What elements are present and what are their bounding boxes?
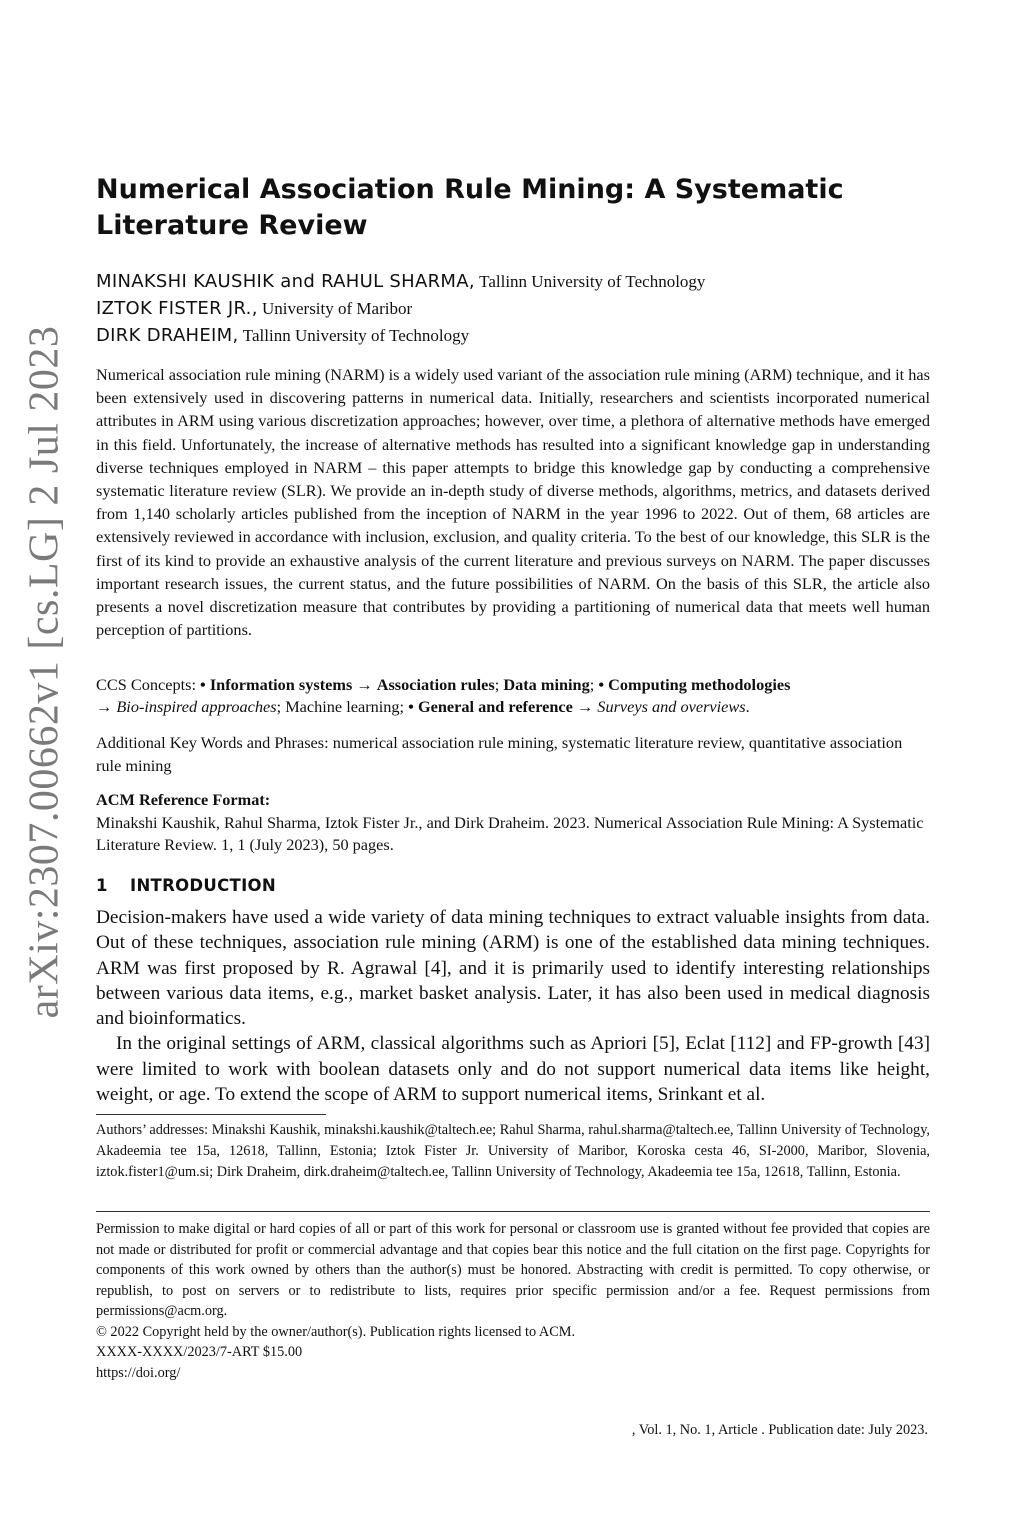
abstract: Numerical association rule mining (NARM) is a widely used variant of the association rule mining (ARM) technique, and it has been extensively used in discovering patterns in numerical data. Initially, researchers and scientists incorporated numerical attributes in ARM using various discretization approaches; however, over time, a plethora of alternative methods have emerged in this field. Unfortunately, the increase of alternative methods has resulted into a significant knowledge gap in understanding diverse techniques employed in NARM – this paper attempts to bridge this knowledge gap by conducting a comprehensive systematic literature review (SLR). We provide an in-depth study of diverse methods, algorithms, metrics, and datasets derived from 1,140 scholarly articles published from the inception of NARM in the year 1996 to 2022. Out of them, 68 articles are extensively reviewed in accordance with inclusion, exclusion, and quality criteria. To the best of our knowledge, this SLR is the first of its kind to provide an exhaustive analysis of the current literature and previous surveys on NARM. The paper discusses important research issues, the current status, and the future possibilities of NARM. On the basis of this SLR, the article also presents a novel discretization measure that contributes by providing a partitioning of numerical data that meets well human perception of partitions. bbox=[96, 365, 930, 640]
permission-block bbox=[96, 1219, 930, 1383]
ccs-text: ; Machine learning; bbox=[276, 697, 409, 716]
section-title: INTRODUCTION bbox=[130, 876, 276, 895]
keywords: Additional Key Words and Phrases: numerical association rule mining, systematic literature review, quantitative association rule mining bbox=[96, 733, 903, 775]
section-heading bbox=[96, 876, 930, 895]
arxiv-identifier-stamp bbox=[8, 322, 80, 1022]
paper-title: Numerical Association Rule Mining: A Systematic Literature Review bbox=[96, 174, 844, 241]
permission-divider bbox=[96, 1211, 930, 1212]
author-affiliation: University of Maribor bbox=[261, 299, 413, 318]
ccs-bullet: • bbox=[408, 697, 418, 716]
author-line bbox=[96, 322, 930, 349]
acm-reference-heading: ACM Reference Format: bbox=[96, 790, 271, 809]
author-line bbox=[96, 295, 930, 322]
ccs-arrow: → bbox=[572, 697, 598, 716]
copyright-line: © 2022 Copyright held by the owner/author(s). Publication rights licensed to ACM. bbox=[96, 1323, 576, 1340]
ccs-bullet: • bbox=[200, 675, 210, 694]
footnote-divider bbox=[96, 1114, 326, 1115]
acm-reference-text: Minakshi Kaushik, Rahul Sharma, Iztok Fister Jr., and Dirk Draheim. 2023. Numerical Association Rule Mining: A Systematic Literature Review. 1, 1 (July 2023), 50 pages. bbox=[96, 812, 924, 854]
ccs-label: CCS Concepts: bbox=[96, 675, 201, 694]
arxiv-id-text: arXiv:2307.00662v1 [cs.LG] 2 Jul 2023 bbox=[21, 325, 68, 1019]
doi-link[interactable]: https://doi.org/ bbox=[96, 1364, 181, 1381]
ccs-term: Surveys and overviews bbox=[597, 697, 746, 716]
ccs-term: Computing methodologies bbox=[608, 675, 791, 694]
author-names: IZTOK FISTER JR., bbox=[96, 298, 258, 319]
ccs-bullet: • bbox=[598, 675, 609, 694]
acm-reference-format bbox=[96, 789, 930, 857]
introduction-body bbox=[96, 905, 930, 1107]
author-line bbox=[96, 268, 930, 295]
author-block bbox=[96, 268, 930, 349]
ccs-term: Bio-inspired approaches bbox=[116, 697, 277, 716]
ccs-separator: ; bbox=[589, 675, 599, 694]
ccs-separator: ; bbox=[494, 675, 504, 694]
body-paragraph: In the original settings of ARM, classical algorithms such as Apriori [5], Eclat [112] and FP-growth [43] were limited to work with boolean datasets only and do not support numerical data items like height, weight, or age. To extend the scope of ARM to support numerical items, Srinkant et al. bbox=[96, 1033, 930, 1106]
author-affiliation: Tallinn University of Technology bbox=[479, 272, 706, 291]
ccs-term: Information systems bbox=[209, 675, 353, 694]
issn-line: XXXX-XXXX/2023/7-ART $15.00 bbox=[96, 1344, 303, 1360]
body-paragraph: Decision-makers have used a wide variety of data mining techniques to extract valuable insights from data. Out of these techniques, association rule mining (ARM) is one of the established data mining techniques. ARM was first proposed by R. Agrawal [4], and it is primarily used to identify interesting relationships between various data items, e.g., market basket analysis. Later, it has also been used in medical diagnosis and bioinformatics. bbox=[96, 907, 930, 1030]
ccs-concepts bbox=[96, 674, 930, 718]
permission-notice: Permission to make digital or hard copies of all or part of this work for personal or classroom use is granted without fee provided that copies are not made or distributed for profit or commercial advantage and that copies bear this notice and the full citation on the first page. Copyrights for components of this work owned by others than the author(s) must be honored. Abstracting with credit is permitted. To copy otherwise, or republish, to post on servers or to redistribute to lists, requires prior specific permission and/or a fee. Request permissions from permissions@acm.org. bbox=[96, 1221, 930, 1319]
ccs-term: Association rules bbox=[376, 675, 495, 694]
ccs-term: Data mining bbox=[503, 675, 590, 694]
author-names: MINAKSHI KAUSHIK and RAHUL SHARMA, bbox=[96, 271, 475, 292]
author-affiliation: Tallinn University of Technology bbox=[242, 326, 470, 345]
ccs-term: General and reference bbox=[417, 697, 573, 716]
author-addresses: Authors’ addresses: Minakshi Kaushik, minakshi.kaushik@taltech.ee; Rahul Sharma, rahul.sharma@taltech.ee, Tallinn University of Technology, Akadeemia tee 15a, 12618, Tallinn, Estonia; Iztok Fister Jr. University of Maribor, Koroska cesta 46, SI-2000, Maribor, Slovenia, iztok.fister1@um.si; Dirk Draheim, dirk.draheim@taltech.ee, Tallinn University of Technology, Akadeemia tee 15a, 12618, Tallinn, Estonia. bbox=[96, 1122, 930, 1180]
ccs-arrow: → bbox=[96, 697, 117, 716]
ccs-end: . bbox=[745, 697, 750, 716]
page-footer: , Vol. 1, No. 1, Article . Publication date: July 2023. bbox=[631, 1422, 928, 1438]
ccs-arrow: → bbox=[352, 675, 377, 694]
author-names: DIRK DRAHEIM, bbox=[96, 325, 239, 346]
section-number: 1 bbox=[96, 876, 108, 895]
